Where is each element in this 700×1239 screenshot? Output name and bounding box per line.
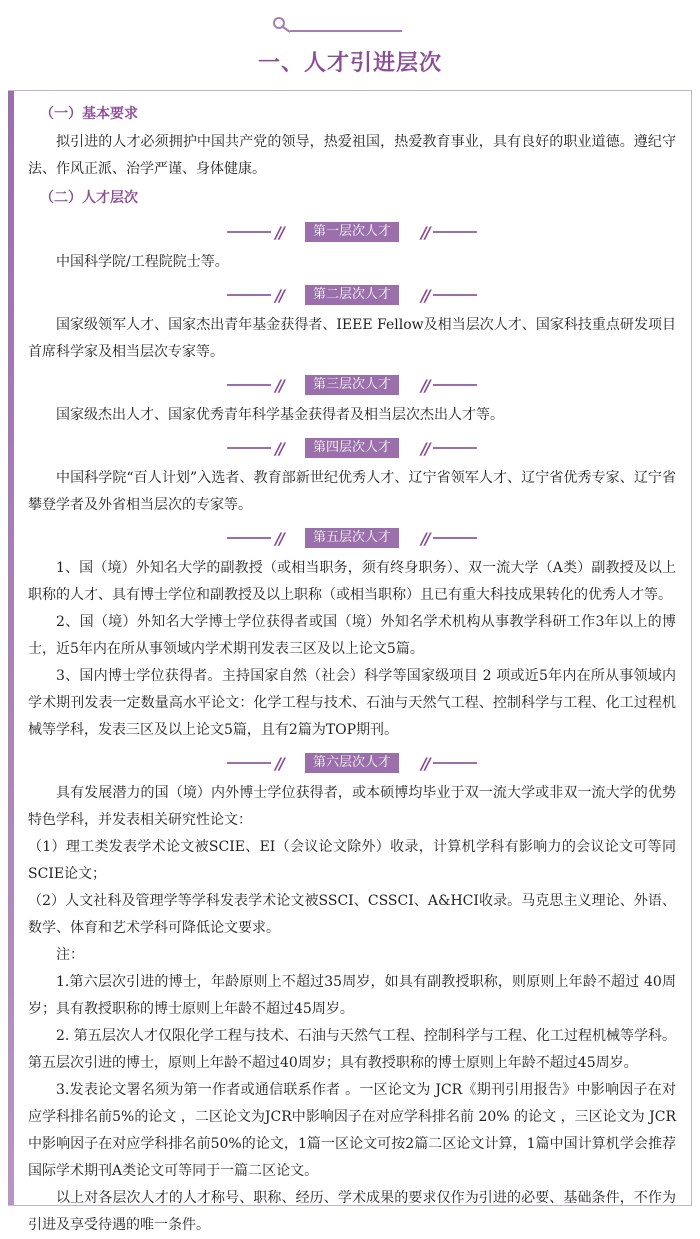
- closing-statement: 以上对各层次人才的人才称号、职称、经历、学术成果的要求仅作为引进的必要、基础条件，不作为引进及享受待遇的唯一条件。: [28, 1190, 676, 1233]
- double-slash-icon: //: [421, 375, 429, 395]
- double-slash-icon: //: [275, 222, 283, 242]
- tier-divider-6: [28, 748, 676, 778]
- note-1: 1.第六层次引进的博士，年龄原则上不超过35周岁，如具有副教授职称，则原则上年龄不超过 40周岁；具有教授职称的博士原则上年龄不超过45周岁。: [28, 974, 676, 1017]
- tier-3-text: 国家级杰出人才、国家优秀青年科学基金获得者及相当层次杰出人才等。: [56, 407, 504, 423]
- tier-6-intro: 具有发展潜力的国（境）内外博士学位获得者，或本硕博均毕业于双一流大学或非双一流大学的优势特色学科，并发表相关研究性论文：: [28, 785, 676, 828]
- notes-label: 注：: [56, 947, 84, 963]
- basic-requirements-text: 拟引进的人才必须拥护中国共产党的领导，热爱祖国，热爱教育事业，具有良好的职业道德。遵纪守法、作风正派、治学严谨、身体健康。: [28, 134, 676, 177]
- tier-5-item-1: 1、国（境）外知名大学的副教授（或相当职务，须有终身职务）、双一流大学（A类）副教授及以上职称的人才、具有博士学位和副教授及以上职称（或相当职称）且已有重大科技成果转化的优秀人才等。: [28, 560, 676, 603]
- tier-divider-3: [28, 370, 676, 400]
- double-slash-icon: //: [275, 753, 283, 773]
- tier-6-item-1: （1）理工类发表学术论文被SCIE、EI（会议论文除外）收录，计算机学科有影响力的会议论文可等同SCIE论文；: [28, 839, 676, 882]
- tier-label: 第五层次人才: [305, 528, 399, 548]
- tier-label: 第四层次人才: [305, 438, 399, 458]
- content: [28, 99, 676, 1239]
- tier-6-item-2: （2）人文社科及管理学等学科发表学术论文被SSCI、CSSCI、A&HCI收录。马克思主义理论、外语、数学、体育和艺术学科可降低论文要求。: [28, 893, 676, 936]
- header-underline: [290, 30, 402, 32]
- double-slash-icon: //: [275, 528, 283, 548]
- tier-divider-2: [28, 280, 676, 310]
- tier-label: 第一层次人才: [305, 222, 399, 242]
- section-heading-levels: （二）人才层次: [40, 190, 138, 206]
- tier-divider-5: [28, 523, 676, 553]
- double-slash-icon: //: [275, 375, 283, 395]
- tier-5-item-3: 3、国内博士学位获得者。主持国家自然（社会）科学等国家级项目 2 项或近5年内在所从事领域内学术期刊发表一定数量高水平论文：化学工程与技术、石油与天然气工程、控制科学与工程、化工过程机械等学科，发表三区及以上论文5篇，且有2篇为TOP期刊。: [28, 668, 676, 738]
- tier-label: 第三层次人才: [305, 375, 399, 395]
- double-slash-icon: //: [421, 753, 429, 773]
- tier-4-text: 中国科学院“百人计划”入选者、教育部新世纪优秀人才、辽宁省领军人才、辽宁省优秀专家、辽宁省攀登学者及外省相当层次的专家等。: [28, 470, 676, 513]
- tier-2-text: 国家级领军人才、国家杰出青年基金获得者、IEEE Fellow及相当层次人才、国家科技重点研发项目首席科学家及相当层次专家等。: [28, 317, 676, 360]
- double-slash-icon: //: [421, 528, 429, 548]
- double-slash-icon: //: [421, 285, 429, 305]
- note-2: 2. 第五层次人才仅限化学工程与技术、石油与天然气工程、控制科学与工程、化工过程机械等学科。第五层次引进的博士，原则上年龄不超过40周岁；具有教授职称的博士原则上年龄不超过45周岁。: [28, 1028, 676, 1071]
- tier-label: 第二层次人才: [305, 285, 399, 305]
- magnifier-icon: [270, 14, 292, 36]
- tier-divider-4: [28, 433, 676, 463]
- tier-label: 第六层次人才: [305, 753, 399, 773]
- section-heading-basic: （一）基本要求: [40, 106, 138, 122]
- tier-5-item-2: 2、国（境）外知名大学博士学位获得者或国（境）外知名学术机构从事教学科研工作3年以上的博士，近5年内在所从事领域内学术期刊发表三区及以上论文5篇。: [28, 614, 676, 657]
- tier-divider-1: [28, 217, 676, 247]
- card-accent-bar: [8, 91, 14, 1205]
- double-slash-icon: //: [275, 285, 283, 305]
- double-slash-icon: //: [275, 438, 283, 458]
- page-header: [0, 0, 700, 88]
- content-card: [8, 90, 692, 1233]
- double-slash-icon: //: [421, 438, 429, 458]
- tier-1-text: 中国科学院/工程院院士等。: [56, 254, 229, 270]
- double-slash-icon: //: [421, 222, 429, 242]
- page-title: 一、人才引进层次: [257, 51, 442, 76]
- note-3: 3.发表论文署名须为第一作者或通信联系作者 。一区论文为 JCR《期刊引用报告》中影响因子在对应学科排名前5%的论文 ，二区论文为JCR中影响因子在对应学科排名前 20% 的论文 ，三区论文为 JCR中影响因子在对应学科排名前50%的论文，1篇一区论文可按2篇二区论文计算，1篇中国计算机学会推荐国际学术期刊A类论文可等同于一篇二区论文。: [28, 1082, 676, 1179]
